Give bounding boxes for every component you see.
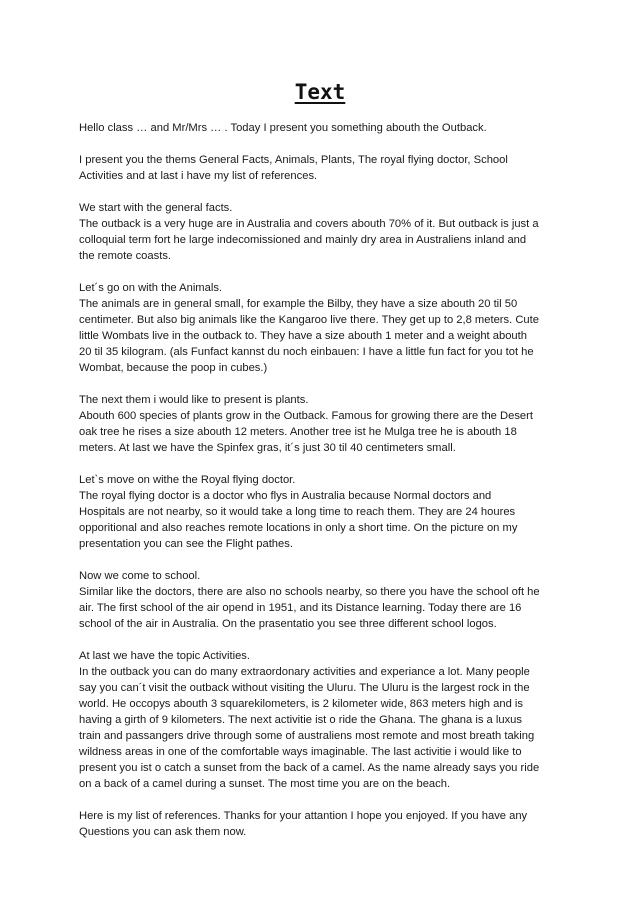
text-line: I present you the thems General Facts, Animals, Plants, The royal flying doctor, School <box>79 154 508 166</box>
text-line: Hospitals are not nearby, so it would take a long time to reach them. They are 24 houres <box>79 506 516 518</box>
text-line: The royal flying doctor is a doctor who flys in Australia because Normal doctors and <box>79 490 492 502</box>
text-line: oak tree he rises a size abouth 12 meters. Another tree ist he Mulga tree he is abouth 18 <box>79 426 517 438</box>
text-line: Let´s go on with the Animals. <box>79 282 223 294</box>
text-line: train and passangers drive through some of australiens most remote and most breath taking <box>79 730 535 742</box>
text-line: air. The first school of the air opend in 1951, and its Distance learning. Today there are 16 <box>79 602 522 614</box>
text-line: We start with the general facts. <box>79 202 233 214</box>
text-line: meters. At last we have the Spinfex gras, it´s just 30 til 40 centimeters small. <box>79 442 456 454</box>
paragraph-8 <box>79 648 574 792</box>
text-line: The next them i would like to present is plants. <box>79 394 309 406</box>
text-line: little Wombats live in the outback to. They have a size abouth 1 meter and a weight abouth <box>79 330 527 342</box>
text-line: Let`s move on withe the Royal flying doctor. <box>79 474 296 486</box>
paragraph-5 <box>79 392 574 456</box>
page-title: Text <box>294 80 346 104</box>
text-line: Here is my list of references. Thanks for your attantion I hope you enjoyed. If you have any <box>79 810 528 822</box>
text-line: world. He occopys abouth 3 squarekilometers, is 2 kilometer wide, 863 meters high and is <box>79 698 523 710</box>
paragraph-1 <box>79 120 574 136</box>
text-line: the remote coasts. <box>79 250 172 262</box>
document-body <box>79 120 574 856</box>
text-line: Now we come to school. <box>79 570 201 582</box>
text-line: on a back of a camel during a sunset. The most time you are on the beach. <box>79 778 451 790</box>
text-line: The animals are in general small, for example the Bilby, they have a size abouth 20 til 50 <box>79 298 518 310</box>
text-line: In the outback you can do many extraordonary activities and experiance a lot. Many people <box>79 666 530 678</box>
paragraph-4 <box>79 280 574 376</box>
text-line: presentation you can see the Flight pathes. <box>79 538 293 550</box>
paragraph-7 <box>79 568 574 632</box>
paragraph-6 <box>79 472 574 552</box>
paragraph-9 <box>79 808 574 840</box>
text-line: wildness areas in one of the comfortable ways imaginable. The last activitie i would like to <box>79 746 522 758</box>
text-line: Wombat, because the poop in cubes.) <box>79 362 268 374</box>
text-line: present you ist o catch a sunset from the back of a camel. As the name already says you ride <box>79 762 540 774</box>
text-line: school of the air in Australia. On the prasentatio you see three different school logos. <box>79 618 497 630</box>
text-line: 20 til 35 kilogram. (als Funfact kannst du noch einbauen: I have a little fun fact for you tot he <box>79 346 534 358</box>
text-line: The outback is a very huge are in Australia and covers abouth 70% of it. But outback is just a <box>79 218 539 230</box>
paragraph-3 <box>79 200 574 264</box>
text-line: Hello class … and Mr/Mrs … . Today I present you something abouth the Outback. <box>79 122 487 134</box>
text-line: opporitional and also reaches remote locations in only a short time. On the picture on my <box>79 522 518 534</box>
text-line: Similar like the doctors, there are also no schools nearby, so there you have the school oft he <box>79 586 540 598</box>
text-line: At last we have the topic Activities. <box>79 650 251 662</box>
text-line: having a girth of 9 kilometers. The next activitie ist o ride the Ghana. The ghana is a luxus <box>79 714 522 726</box>
text-line: colloquial term fort he large indecomissioned and mainly dry area in Australiens inland and <box>79 234 527 246</box>
text-line: say you can´t visit the outback without visiting the Uluru. The Uluru is the largest rock in the <box>79 682 530 694</box>
text-line: Abouth 600 species of plants grow in the Outback. Famous for growing there are the Desert <box>79 410 533 422</box>
paragraph-2 <box>79 152 574 184</box>
text-line: Questions you can ask them now. <box>79 826 247 838</box>
text-line: Activities and at last i have my list of references. <box>79 170 318 182</box>
text-line: centimeter. But also big animals like the Kangaroo live there. They get up to 2,8 meters. Cute <box>79 314 539 326</box>
